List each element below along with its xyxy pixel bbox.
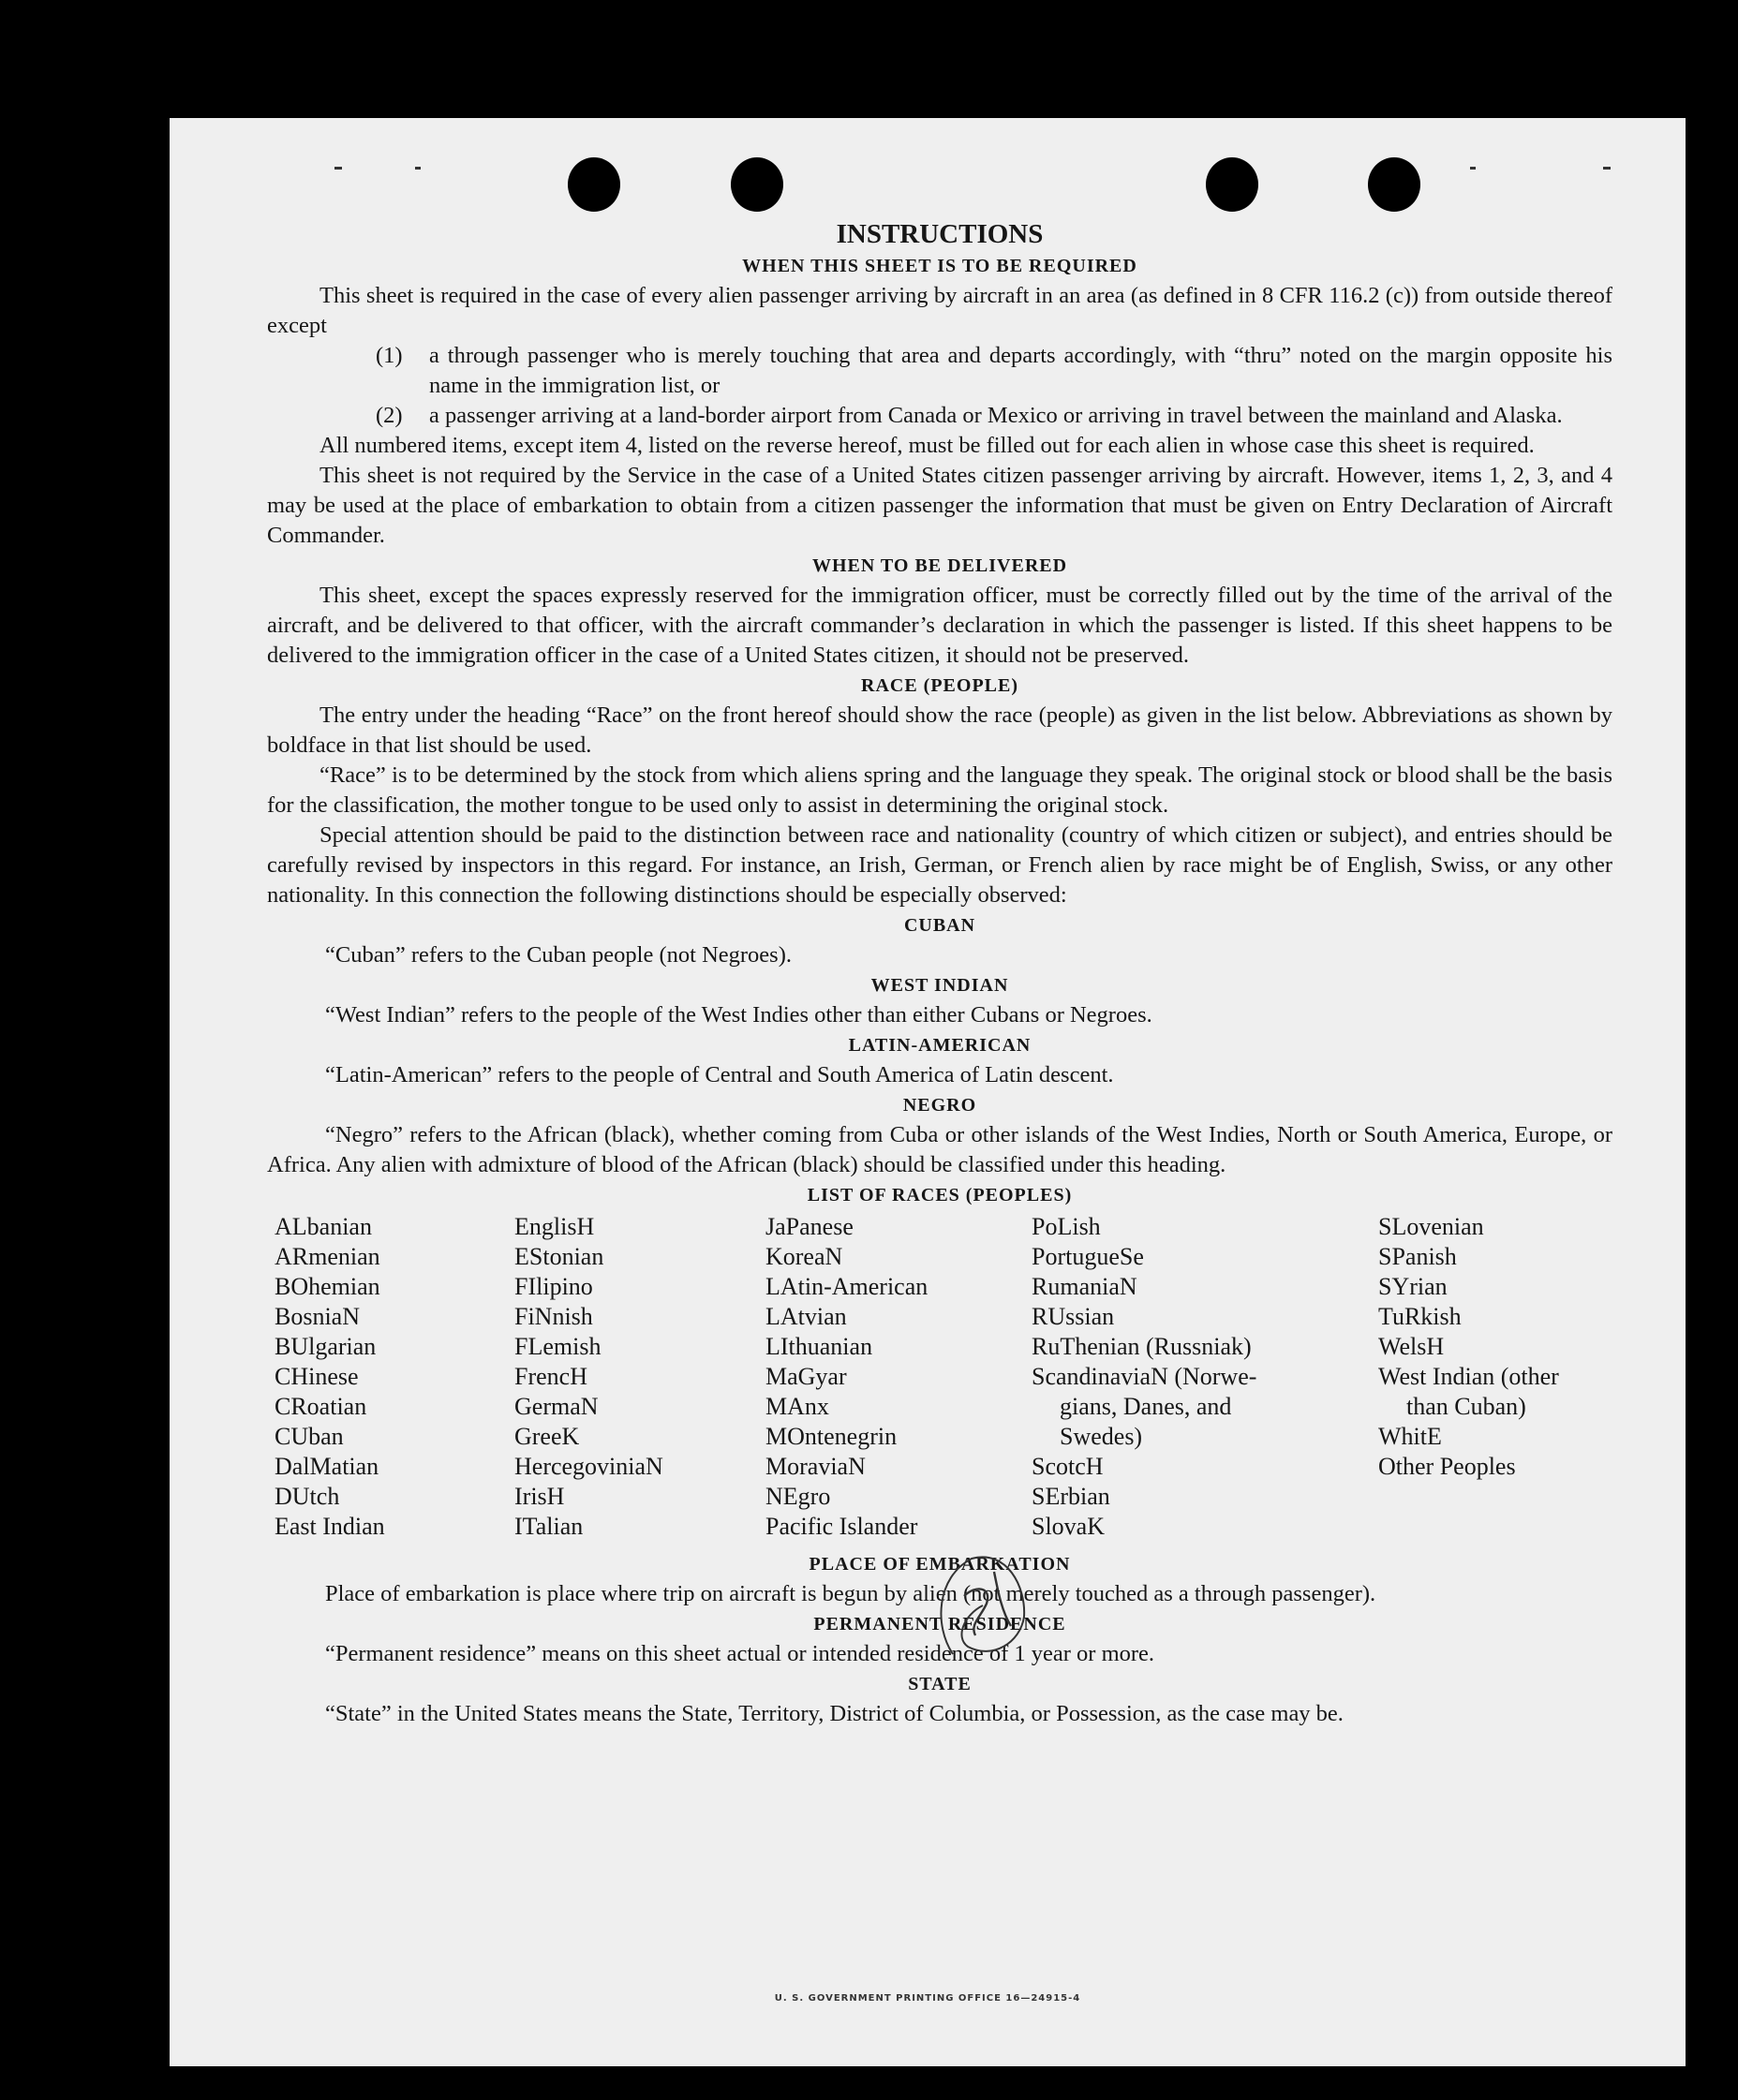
section-heading-west-indian: WEST INDIAN bbox=[870, 975, 1009, 996]
punch-hole bbox=[731, 157, 783, 212]
race-entry: FIlipino bbox=[514, 1273, 593, 1300]
section-heading-race: RACE (PEOPLE) bbox=[861, 675, 1018, 696]
race-column bbox=[275, 1212, 514, 1542]
paragraph: This sheet is not required by the Service in the case of a United States citizen passenger arriving by aircraft. However, items 1, 2, 3, and 4 may be used at the place of embarkation to obtain from a citizen passenger the information that must be given on Entry Declaration of Aircraft Commander. bbox=[267, 463, 1612, 548]
paragraph: All numbered items, except item 4, listed on the reverse hereof, must be filled out for each alien in whose case this sheet is required. bbox=[319, 433, 1535, 458]
race-entry: KoreaN bbox=[765, 1243, 843, 1270]
race-column bbox=[514, 1212, 765, 1542]
print-mark bbox=[415, 167, 421, 170]
race-entry: WelsH bbox=[1378, 1333, 1445, 1360]
definition: Place of embarkation is place where trip on aircraft is begun by alien (not merely touched as a through passenger). bbox=[325, 1581, 1376, 1606]
item-text: a passenger arriving at a land-border airport from Canada or Mexico or arriving in travel between the mainland and Alaska. bbox=[429, 403, 1563, 428]
race-entry: MOntenegrin bbox=[765, 1423, 898, 1450]
exception-list bbox=[267, 341, 1612, 431]
section-heading-cuban: CUBAN bbox=[903, 915, 976, 936]
race-entry: Swedes) bbox=[1060, 1423, 1143, 1450]
paragraph: The entry under the heading “Race” on the front hereof should show the race (people) as given in the list below. Abbreviations as shown by boldface in that list should be used. bbox=[267, 702, 1612, 758]
item-number: (1) bbox=[376, 343, 403, 368]
race-entry: ALbanian bbox=[275, 1213, 372, 1240]
race-entry: ScotcH bbox=[1032, 1453, 1104, 1480]
race-entry: LIthuanian bbox=[765, 1333, 873, 1360]
section-heading-when-delivered: WHEN TO BE DELIVERED bbox=[811, 555, 1068, 576]
race-entry: MAnx bbox=[765, 1393, 829, 1420]
race-entry: RUssian bbox=[1032, 1303, 1115, 1330]
race-entry: SPanish bbox=[1378, 1243, 1457, 1270]
race-entry: TuRkish bbox=[1378, 1303, 1462, 1330]
print-mark bbox=[1603, 167, 1611, 170]
race-entry: Pacific Islander bbox=[765, 1513, 918, 1540]
race-entry: FiNnish bbox=[514, 1303, 593, 1330]
race-entry: SlovaK bbox=[1032, 1513, 1105, 1540]
race-entry: GermaN bbox=[514, 1393, 599, 1420]
race-entry: PortugueSe bbox=[1032, 1243, 1144, 1270]
item-number: (2) bbox=[376, 403, 403, 428]
definition: “West Indian” refers to the people of the West Indies other than either Cubans or Negroes. bbox=[325, 1002, 1152, 1028]
list-item bbox=[376, 401, 1612, 431]
definition: “Negro” refers to the African (black), whether coming from Cuba or other islands of the West Indies, North or South America, Europe, or Africa. Any alien with admixture of blood of the African (black) should be classified under this heading. bbox=[267, 1122, 1612, 1177]
instruction-sheet bbox=[170, 118, 1686, 2066]
race-entry: PoLish bbox=[1032, 1213, 1101, 1240]
race-entry: FrencH bbox=[514, 1363, 587, 1390]
race-entry: SLovenian bbox=[1378, 1213, 1484, 1240]
section-heading-residence: PERMANENT RESIDENCE bbox=[813, 1614, 1066, 1634]
race-entry: FLemish bbox=[514, 1333, 602, 1360]
paragraph: This sheet is required in the case of every alien passenger arriving by aircraft in an area (as defined in 8 CFR 116.2 (c)) from outside thereof except bbox=[267, 283, 1612, 338]
print-mark bbox=[334, 167, 342, 170]
paragraph: “Race” is to be determined by the stock from which aliens spring and the language they speak. The original stock or blood shall be the basis for the classification, the mother tongue to be used only to assist in determining the original stock. bbox=[267, 762, 1612, 818]
handwritten-mark bbox=[927, 1549, 1030, 1662]
race-entry: West Indian (other bbox=[1378, 1363, 1559, 1390]
race-entry: LAtin-American bbox=[765, 1273, 928, 1300]
punch-hole bbox=[1368, 157, 1420, 212]
race-entry: SErbian bbox=[1032, 1483, 1110, 1510]
section-heading-list-of-races: LIST OF RACES (PEOPLES) bbox=[807, 1185, 1073, 1205]
race-entry: DUtch bbox=[275, 1483, 340, 1510]
race-entry: WhitE bbox=[1378, 1423, 1442, 1450]
race-list bbox=[275, 1212, 1612, 1542]
definition: “Cuban” refers to the Cuban people (not Negroes). bbox=[325, 942, 792, 968]
race-entry: DalMatian bbox=[275, 1453, 379, 1480]
section-heading-negro: NEGRO bbox=[902, 1095, 977, 1116]
race-entry: Other Peoples bbox=[1378, 1453, 1516, 1480]
race-entry: BosniaN bbox=[275, 1303, 360, 1330]
race-column bbox=[765, 1212, 1032, 1542]
race-entry: HercegoviniaN bbox=[514, 1453, 663, 1480]
race-entry: MoraviaN bbox=[765, 1453, 866, 1480]
race-column bbox=[1378, 1212, 1620, 1542]
print-mark bbox=[1470, 167, 1476, 170]
race-entry: JaPanese bbox=[765, 1213, 854, 1240]
race-entry: EStonian bbox=[514, 1243, 604, 1270]
race-entry: ITalian bbox=[514, 1513, 584, 1540]
race-entry: RumaniaN bbox=[1032, 1273, 1137, 1300]
definition: “Permanent residence” means on this sheet actual or intended residence of 1 year or more. bbox=[325, 1641, 1155, 1666]
section-heading-latin-american: LATIN-AMERICAN bbox=[848, 1035, 1032, 1056]
race-entry: CHinese bbox=[275, 1363, 359, 1390]
race-entry: EnglisH bbox=[514, 1213, 595, 1240]
race-entry: ScandinaviaN (Norwe- bbox=[1032, 1363, 1257, 1390]
race-entry: CUban bbox=[275, 1423, 344, 1450]
race-entry: RuThenian (Russniak) bbox=[1032, 1333, 1252, 1360]
item-text: a through passenger who is merely touching that area and departs accordingly, with “thru” noted on the margin opposite his name in the immigration list, or bbox=[429, 343, 1612, 398]
race-entry: BUlgarian bbox=[275, 1333, 377, 1360]
race-entry: ARmenian bbox=[275, 1243, 380, 1270]
section-heading-when-required: WHEN THIS SHEET IS TO BE REQUIRED bbox=[742, 256, 1137, 276]
definition: “State” in the United States means the State, Territory, District of Columbia, or Possession, as the case may be. bbox=[325, 1701, 1344, 1726]
punch-hole bbox=[568, 157, 620, 212]
page-title: INSTRUCTIONS bbox=[836, 219, 1044, 249]
race-entry: CRoatian bbox=[275, 1393, 367, 1420]
section-heading-state: STATE bbox=[908, 1674, 972, 1694]
race-entry: NEgro bbox=[765, 1483, 831, 1510]
race-entry: gians, Danes, and bbox=[1060, 1393, 1232, 1420]
punch-hole bbox=[1206, 157, 1258, 212]
race-entry: LAtvian bbox=[765, 1303, 847, 1330]
definition: “Latin-American” refers to the people of Central and South America of Latin descent. bbox=[325, 1062, 1114, 1087]
paragraph: This sheet, except the spaces expressly reserved for the immigration officer, must be correctly filled out by the time of the arrival of the aircraft, and be delivered to that officer, with the aircraft commander’s declaration in which the passenger is listed. If this sheet happens to be delivered to the immigration officer in the case of a United States citizen, it should not be preserved. bbox=[267, 583, 1612, 668]
list-item bbox=[376, 341, 1612, 401]
section-heading-embarkation: PLACE OF EMBARKATION bbox=[809, 1554, 1071, 1575]
race-entry: BOhemian bbox=[275, 1273, 380, 1300]
instructions-content bbox=[267, 217, 1612, 1729]
race-entry: IrisH bbox=[514, 1483, 565, 1510]
paragraph: Special attention should be paid to the distinction between race and nationality (country of which citizen or subject), and entries should be carefully revised by inspectors in this regard. For instance, an Irish, German, or French alien by race might be of English, Swiss, or any other nationality. In this connection the following distinctions should be especially observed: bbox=[267, 822, 1612, 908]
race-entry: GreeK bbox=[514, 1423, 580, 1450]
race-entry: than Cuban) bbox=[1406, 1393, 1526, 1420]
race-entry: SYrian bbox=[1378, 1273, 1448, 1300]
race-column bbox=[1032, 1212, 1378, 1542]
race-entry: MaGyar bbox=[765, 1363, 847, 1390]
printer-footer: U. S. GOVERNMENT PRINTING OFFICE 16—24915-4 bbox=[774, 1993, 1081, 2004]
race-entry: East Indian bbox=[275, 1513, 385, 1540]
